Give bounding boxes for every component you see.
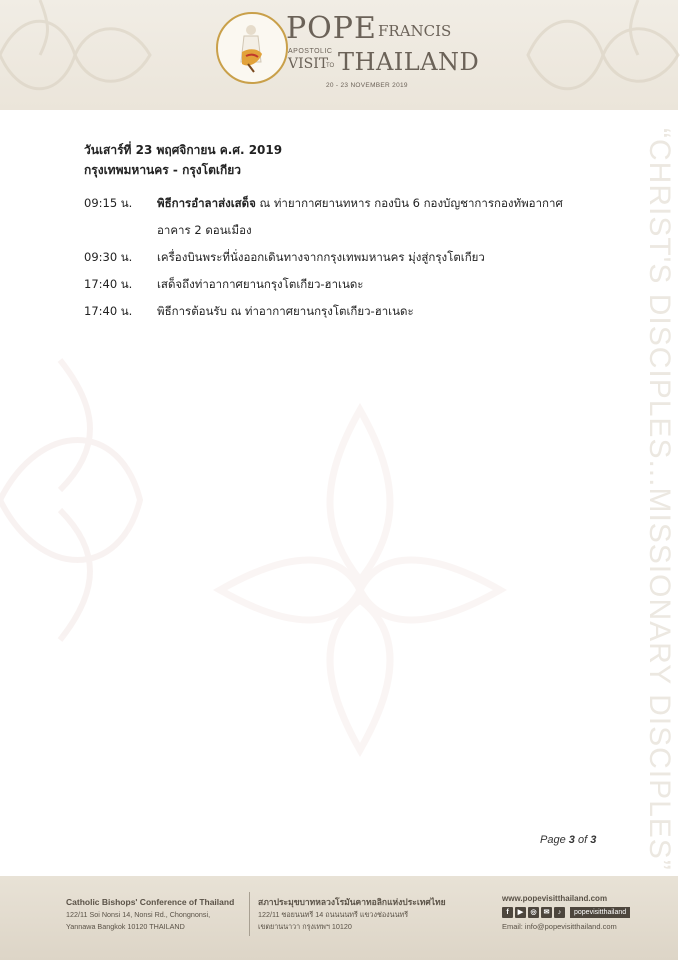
schedule-description bbox=[157, 190, 604, 217]
pope-figure-icon bbox=[236, 22, 266, 74]
schedule-description: เสด็จถึงท่าอากาศยานกรุงโตเกียว-ฮาเนดะ bbox=[157, 277, 364, 291]
title-to: TO bbox=[326, 63, 335, 69]
schedule-row bbox=[84, 190, 604, 217]
footer-divider bbox=[249, 892, 250, 936]
schedule-continuation: อาคาร 2 ดอนเมือง bbox=[157, 223, 252, 237]
watermark-ornament-center bbox=[200, 390, 520, 770]
twitter-icon[interactable]: ✉ bbox=[541, 907, 552, 918]
page-number bbox=[540, 834, 596, 846]
schedule-row bbox=[84, 298, 604, 325]
contact-email[interactable]: Email: info@popevisitthailand.com bbox=[502, 922, 617, 931]
instagram-icon[interactable]: ◎ bbox=[528, 907, 539, 918]
schedule-row bbox=[84, 271, 604, 298]
watermark-ornament-left bbox=[0, 300, 160, 700]
page-label: Page bbox=[540, 834, 566, 846]
schedule-route: กรุงเทพมหานคร - กรุงโตเกียว bbox=[84, 163, 242, 177]
thai-ornament-left bbox=[0, 0, 170, 120]
schedule-event-title: พิธีการอำลาส่งเสด็จ bbox=[157, 196, 256, 210]
papal-visit-logo bbox=[216, 12, 288, 84]
footer-org-name: Catholic Bishops' Conference of Thailand bbox=[66, 897, 235, 907]
schedule-time: 17:40 น. bbox=[84, 304, 133, 318]
schedule-description: เครื่องบินพระที่นั่งออกเดินทางจากกรุงเทพมหานคร มุ่งสู่กรุงโตเกียว bbox=[157, 250, 485, 264]
social-handle[interactable]: popevisitthailand bbox=[570, 907, 630, 918]
title-thailand: THAILAND bbox=[338, 48, 480, 76]
facebook-icon[interactable]: f bbox=[502, 907, 513, 918]
youtube-icon[interactable]: ▶ bbox=[515, 907, 526, 918]
thai-ornament-right bbox=[508, 0, 698, 120]
footer-english-address bbox=[66, 896, 234, 933]
schedule-date: วันเสาร์ที่ 23 พฤศจิกายน ค.ศ. 2019 bbox=[84, 143, 283, 157]
title-pope: POPE bbox=[286, 11, 377, 46]
title-apostolic: APOSTOLIC bbox=[288, 48, 333, 55]
website-link[interactable]: www.popevisitthailand.com bbox=[502, 894, 608, 903]
schedule-row bbox=[84, 244, 604, 271]
page-current: 3 bbox=[568, 834, 575, 846]
footer-address-line: 122/11 Soi Nonsi 14, Nonsi Rd., Chongnonsi, bbox=[66, 910, 211, 919]
letterhead-footer bbox=[0, 876, 678, 960]
tiktok-icon[interactable]: ♪ bbox=[554, 907, 565, 918]
title-visit: VISIT bbox=[288, 56, 329, 72]
title-francis: FRANCIS bbox=[378, 22, 452, 40]
footer-address-line: เขตยานนาวา กรุงเทพฯ 10120 bbox=[258, 922, 352, 931]
social-icons bbox=[502, 907, 630, 918]
schedule-section bbox=[84, 140, 604, 325]
page-of: of bbox=[577, 834, 588, 846]
footer-address-line: Yannawa Bangkok 10120 THAILAND bbox=[66, 922, 185, 931]
footer-address-line: 122/11 ซอยนนทรี 14 ถนนนนทรี แขวงช่องนนทรี bbox=[258, 910, 409, 919]
schedule-description: พิธีการต้อนรับ ณ ท่าอากาศยานกรุงโตเกียว-ฮาเนดะ bbox=[157, 304, 414, 318]
schedule-time: 09:15 น. bbox=[84, 196, 133, 210]
schedule-time: 09:30 น. bbox=[84, 250, 133, 264]
letterhead-header bbox=[0, 0, 678, 110]
footer-org-name-thai: สภาประมุขบาทหลวงโรมันคาทอลิกแห่งประเทศไทย bbox=[258, 897, 446, 907]
watermark-motto-text: “CHRIST'S DISCIPLES...MISSIONARY DISCIPLES” bbox=[643, 128, 676, 871]
page-total: 3 bbox=[590, 834, 597, 846]
footer-contact bbox=[502, 894, 630, 931]
footer-thai-address bbox=[258, 896, 446, 933]
schedule-event-text: ณ ท่ายากาศยานทหาร กองบิน 6 กองบัญชาการกองทัพอากาศ bbox=[255, 196, 563, 210]
schedule-time: 17:40 น. bbox=[84, 277, 133, 291]
watermark-motto bbox=[630, 128, 676, 871]
event-dates: 20 - 23 NOVEMBER 2019 bbox=[326, 82, 408, 89]
